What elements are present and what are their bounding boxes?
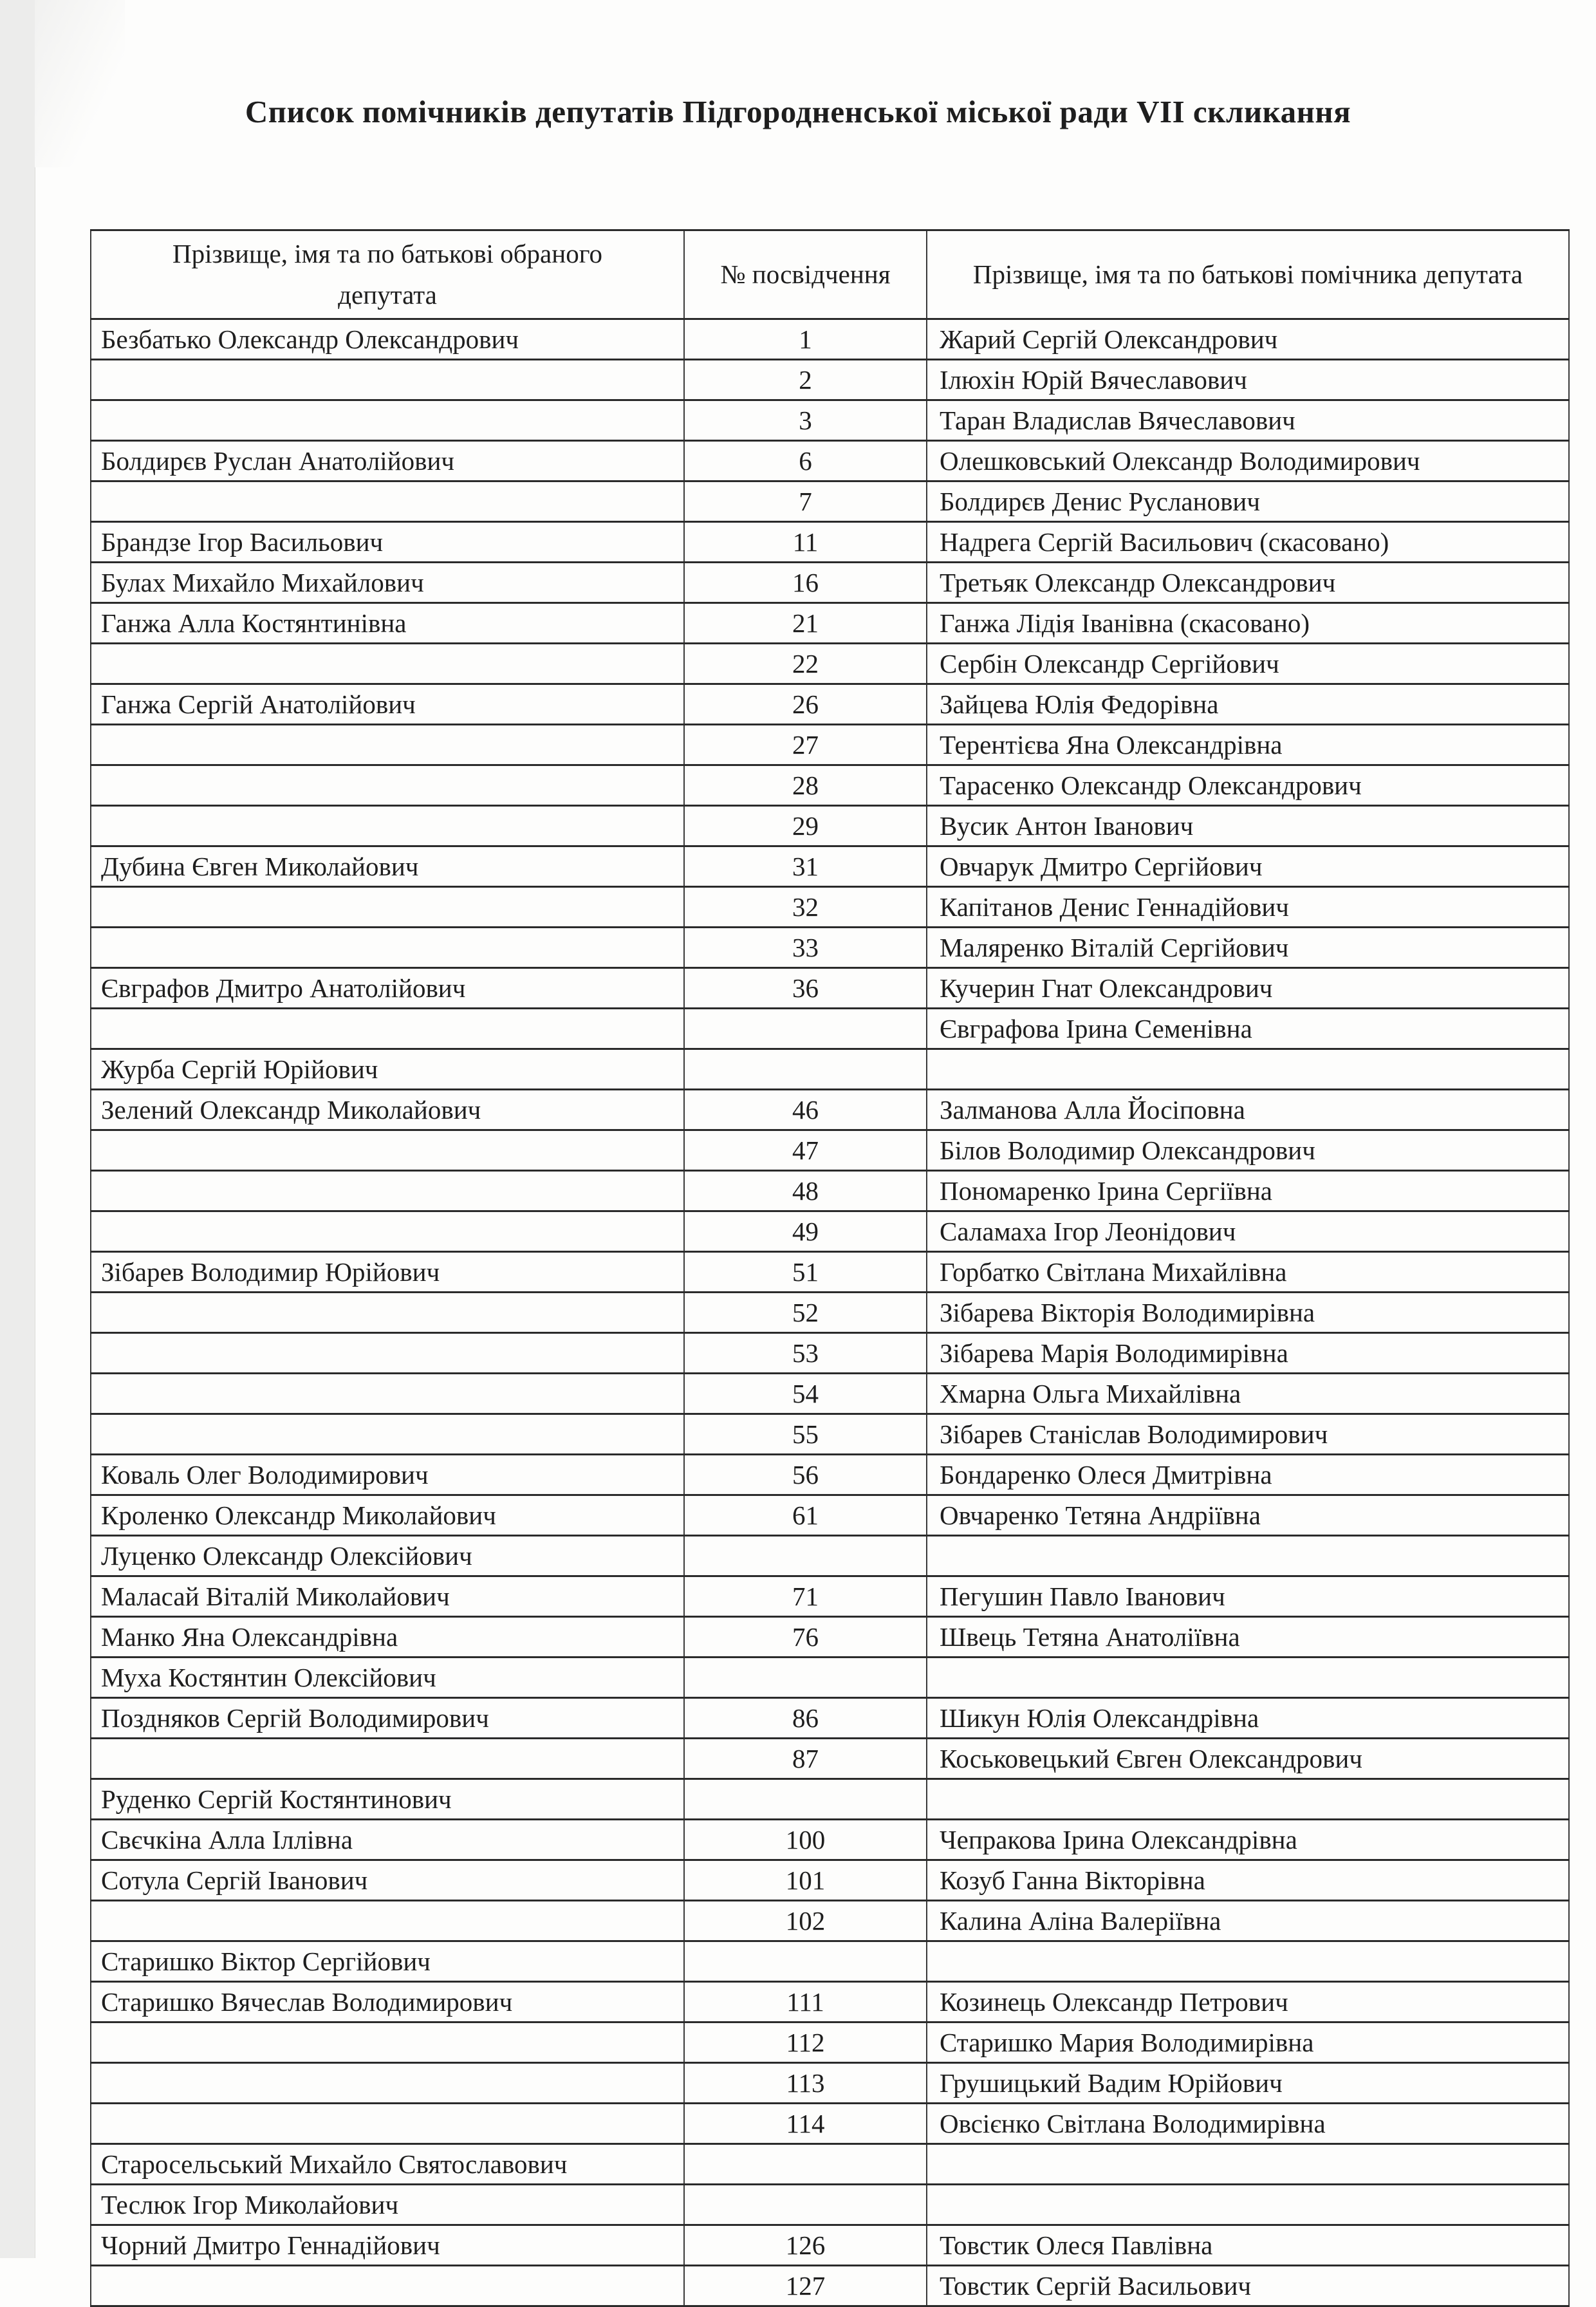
assistant-name-cell: Бондаренко Олеся Дмитрівна	[927, 1455, 1569, 1495]
cert-number-cell	[684, 1779, 927, 1820]
cert-number-cell: 3	[684, 400, 927, 441]
assistant-name-cell: Білов Володимир Олександрович	[927, 1130, 1569, 1171]
table-row	[91, 1860, 1569, 1901]
scan-corner-shade	[35, 0, 125, 167]
cert-number-cell: 102	[684, 1901, 927, 1941]
assistant-name-cell: Пономаренко Ірина Сергіївна	[927, 1171, 1569, 1211]
deputy-name-cell	[91, 2266, 684, 2306]
deputy-name-cell	[91, 1333, 684, 1374]
cert-number-cell: 26	[684, 684, 927, 725]
assistant-name-cell: Таран Владислав Вячеславович	[927, 400, 1569, 441]
assistant-name-cell: Овсієнко Світлана Володимирівна	[927, 2104, 1569, 2144]
table-row	[91, 2225, 1569, 2266]
deputy-name-cell	[91, 1211, 684, 1252]
table-row	[91, 1739, 1569, 1779]
deputy-name-cell	[91, 1171, 684, 1211]
deputy-name-cell: Старишко Вячеслав Володимирович	[91, 1982, 684, 2022]
cert-number-cell	[684, 2185, 927, 2225]
assistant-name-cell: Товстик Олеся Павлівна	[927, 2225, 1569, 2266]
deputy-name-cell	[91, 1130, 684, 1171]
deputy-name-cell: Дубина Євген Миколайович	[91, 846, 684, 887]
table-row	[91, 400, 1569, 441]
table-row	[91, 1090, 1569, 1130]
cert-number-cell	[684, 1536, 927, 1576]
deputy-name-cell: Ганжа Алла Костянтинівна	[91, 603, 684, 644]
table-row	[91, 1252, 1569, 1293]
table-row	[91, 2144, 1569, 2185]
assistant-name-cell: Швець Тетяна Анатоліївна	[927, 1617, 1569, 1658]
table-row	[91, 684, 1569, 725]
cert-number-cell: 29	[684, 806, 927, 846]
cert-number-cell: 51	[684, 1252, 927, 1293]
table-row	[91, 1293, 1569, 1333]
table-row	[91, 1536, 1569, 1576]
deputy-name-cell: Поздняков Сергій Володимирович	[91, 1698, 684, 1739]
cert-number-cell: 1	[684, 319, 927, 360]
deputy-name-cell	[91, 360, 684, 400]
deputy-name-cell: Чорний Дмитро Геннадійович	[91, 2225, 684, 2266]
header-certificate-number: № посвідчення	[684, 230, 927, 319]
deputy-name-cell: Зелений Олександр Миколайович	[91, 1090, 684, 1130]
assistant-name-cell	[927, 2185, 1569, 2225]
assistant-name-cell: Жарий Сергій Олександрович	[927, 319, 1569, 360]
deputy-name-cell	[91, 2104, 684, 2144]
deputy-name-cell: Старишко Віктор Сергійович	[91, 1941, 684, 1982]
assistant-name-cell: Залманова Алла Йосіповна	[927, 1090, 1569, 1130]
table-row	[91, 1617, 1569, 1658]
cert-number-cell: 49	[684, 1211, 927, 1252]
deputy-name-cell	[91, 765, 684, 806]
deputy-name-cell: Луценко Олександр Олексійович	[91, 1536, 684, 1576]
cert-number-cell: 33	[684, 928, 927, 968]
assistant-name-cell: Ілюхін Юрій Вячеславович	[927, 360, 1569, 400]
table-row	[91, 887, 1569, 928]
table-row	[91, 1779, 1569, 1820]
table-row	[91, 765, 1569, 806]
assistant-name-cell: Кучерин Гнат Олександрович	[927, 968, 1569, 1009]
cert-number-cell: 61	[684, 1495, 927, 1536]
assistant-name-cell: Козуб Ганна Вікторівна	[927, 1860, 1569, 1901]
table-row	[91, 1576, 1569, 1617]
table-row	[91, 1414, 1569, 1455]
deputy-name-cell: Ганжа Сергій Анатолійович	[91, 684, 684, 725]
assistant-name-cell: Олешковський Олександр Володимирович	[927, 441, 1569, 481]
table-body	[91, 319, 1569, 2306]
assistant-name-cell: Старишко Мария Володимирівна	[927, 2022, 1569, 2063]
cert-number-cell: 48	[684, 1171, 927, 1211]
cert-number-cell: 32	[684, 887, 927, 928]
table-row	[91, 2185, 1569, 2225]
cert-number-cell: 112	[684, 2022, 927, 2063]
cert-number-cell: 31	[684, 846, 927, 887]
assistant-name-cell: Зібарев Станіслав Володимирович	[927, 1414, 1569, 1455]
cert-number-cell: 54	[684, 1374, 927, 1414]
cert-number-cell: 101	[684, 1860, 927, 1901]
table-row	[91, 846, 1569, 887]
deputy-name-cell	[91, 2063, 684, 2104]
table-row	[91, 1658, 1569, 1698]
table-row	[91, 968, 1569, 1009]
deputy-name-cell	[91, 2022, 684, 2063]
deputy-name-cell: Теслюк Ігор Миколайович	[91, 2185, 684, 2225]
table-row	[91, 563, 1569, 603]
table-row	[91, 1211, 1569, 1252]
assistant-name-cell: Терентієва Яна Олександрівна	[927, 725, 1569, 765]
assistant-name-cell: Горбатко Світлана Михайлівна	[927, 1252, 1569, 1293]
cert-number-cell: 114	[684, 2104, 927, 2144]
table-row	[91, 481, 1569, 522]
assistant-name-cell: Маляренко Віталій Сергійович	[927, 928, 1569, 968]
deputy-name-cell: Коваль Олег Володимирович	[91, 1455, 684, 1495]
assistant-name-cell: Болдирєв Денис Русланович	[927, 481, 1569, 522]
header-deputy-name: Прізвище, імя та по батькові обраного депутата	[91, 230, 684, 319]
cert-number-cell: 76	[684, 1617, 927, 1658]
assistant-name-cell: Зайцева Юлія Федорівна	[927, 684, 1569, 725]
deputy-name-cell: Старосельський Михайло Святославович	[91, 2144, 684, 2185]
deputy-name-cell	[91, 806, 684, 846]
table-row	[91, 644, 1569, 684]
table-row	[91, 522, 1569, 563]
table-header-row	[91, 230, 1569, 319]
assistant-name-cell: Козинець Олександр Петрович	[927, 1982, 1569, 2022]
cert-number-cell: 7	[684, 481, 927, 522]
deputy-name-cell	[91, 1009, 684, 1049]
cert-number-cell: 22	[684, 644, 927, 684]
assistant-name-cell: Овчаренко Тетяна Андріївна	[927, 1495, 1569, 1536]
cert-number-cell	[684, 1049, 927, 1090]
table-row	[91, 2104, 1569, 2144]
deputy-name-cell: Болдирєв Руслан Анатолійович	[91, 441, 684, 481]
cert-number-cell: 87	[684, 1739, 927, 1779]
cert-number-cell: 46	[684, 1090, 927, 1130]
table-row	[91, 928, 1569, 968]
deputy-name-cell: Журба Сергій Юрійович	[91, 1049, 684, 1090]
table-row	[91, 1009, 1569, 1049]
assistant-name-cell: Овчарук Дмитро Сергійович	[927, 846, 1569, 887]
assistant-name-cell: Сербін Олександр Сергійович	[927, 644, 1569, 684]
table-row	[91, 1333, 1569, 1374]
table-row	[91, 1374, 1569, 1414]
assistant-name-cell	[927, 2144, 1569, 2185]
table-row	[91, 1982, 1569, 2022]
assistant-name-cell: Тарасенко Олександр Олександрович	[927, 765, 1569, 806]
deputy-name-cell	[91, 928, 684, 968]
assistant-name-cell	[927, 1779, 1569, 1820]
deputy-name-cell	[91, 481, 684, 522]
cert-number-cell: 21	[684, 603, 927, 644]
deputy-name-cell: Безбатько Олександр Олександрович	[91, 319, 684, 360]
table-row	[91, 1130, 1569, 1171]
assistants-table	[90, 229, 1570, 2307]
assistant-name-cell: Грушицький Вадим Юрійович	[927, 2063, 1569, 2104]
table-row	[91, 1820, 1569, 1860]
table-row	[91, 1901, 1569, 1941]
table-row	[91, 441, 1569, 481]
assistant-name-cell: Капітанов Денис Геннадійович	[927, 887, 1569, 928]
table-row	[91, 2022, 1569, 2063]
deputy-name-cell: Зібарев Володимир Юрійович	[91, 1252, 684, 1293]
assistant-name-cell: Товстик Сергій Васильович	[927, 2266, 1569, 2306]
cert-number-cell: 53	[684, 1333, 927, 1374]
cert-number-cell: 28	[684, 765, 927, 806]
deputy-name-cell: Маласай Віталій Миколайович	[91, 1576, 684, 1617]
deputy-name-cell	[91, 644, 684, 684]
deputy-name-cell	[91, 400, 684, 441]
deputy-name-cell: Муха Костянтин Олексійович	[91, 1658, 684, 1698]
assistant-name-cell: Пегушин Павло Іванович	[927, 1576, 1569, 1617]
cert-number-cell: 2	[684, 360, 927, 400]
table-row	[91, 1698, 1569, 1739]
cert-number-cell: 52	[684, 1293, 927, 1333]
table-row	[91, 1495, 1569, 1536]
cert-number-cell: 111	[684, 1982, 927, 2022]
header-assistant-name: Прізвище, імя та по батькові помічника депутата	[927, 230, 1569, 319]
assistant-name-cell	[927, 1049, 1569, 1090]
cert-number-cell: 100	[684, 1820, 927, 1860]
deputy-name-cell: Булах Михайло Михайлович	[91, 563, 684, 603]
cert-number-cell	[684, 1658, 927, 1698]
table-row	[91, 360, 1569, 400]
table-row	[91, 2266, 1569, 2306]
assistant-name-cell: Третьяк Олександр Олександрович	[927, 563, 1569, 603]
table-row	[91, 1171, 1569, 1211]
deputy-name-cell: Сотула Сергій Іванович	[91, 1860, 684, 1901]
deputy-name-cell: Брандзе Ігор Васильович	[91, 522, 684, 563]
assistant-name-cell: Шикун Юлія Олександрівна	[927, 1698, 1569, 1739]
assistant-name-cell: Саламаха Ігор Леонідович	[927, 1211, 1569, 1252]
assistant-name-cell: Зібарева Вікторія Володимирівна	[927, 1293, 1569, 1333]
cert-number-cell: 113	[684, 2063, 927, 2104]
assistant-name-cell	[927, 1658, 1569, 1698]
assistant-name-cell: Хмарна Ольга Михайлівна	[927, 1374, 1569, 1414]
assistant-name-cell: Коськовецький Євген Олександрович	[927, 1739, 1569, 1779]
cert-number-cell: 127	[684, 2266, 927, 2306]
deputy-name-cell: Кроленко Олександр Миколайович	[91, 1495, 684, 1536]
cert-number-cell: 36	[684, 968, 927, 1009]
assistant-name-cell: Вусик Антон Іванович	[927, 806, 1569, 846]
assistant-name-cell: Євграфова Ірина Семенівна	[927, 1009, 1569, 1049]
table-header	[91, 230, 1569, 319]
cert-number-cell	[684, 2144, 927, 2185]
table-row	[91, 725, 1569, 765]
cert-number-cell: 27	[684, 725, 927, 765]
scan-left-edge	[0, 0, 35, 2258]
cert-number-cell: 11	[684, 522, 927, 563]
deputy-name-cell	[91, 1901, 684, 1941]
assistant-name-cell: Чепракова Ірина Олександрівна	[927, 1820, 1569, 1860]
deputy-name-cell	[91, 1293, 684, 1333]
table-row	[91, 1455, 1569, 1495]
table-row	[91, 2063, 1569, 2104]
assistant-name-cell: Зібарева Марія Володимирівна	[927, 1333, 1569, 1374]
deputy-name-cell	[91, 887, 684, 928]
cert-number-cell: 6	[684, 441, 927, 481]
assistant-name-cell: Ганжа Лідія Іванівна (скасовано)	[927, 603, 1569, 644]
deputy-name-cell: Руденко Сергій Костянтинович	[91, 1779, 684, 1820]
table-row	[91, 603, 1569, 644]
cert-number-cell: 47	[684, 1130, 927, 1171]
deputy-name-cell: Євграфов Дмитро Анатолійович	[91, 968, 684, 1009]
cert-number-cell	[684, 1941, 927, 1982]
table-row	[91, 1049, 1569, 1090]
cert-number-cell: 55	[684, 1414, 927, 1455]
deputy-name-cell	[91, 1414, 684, 1455]
deputy-name-cell	[91, 1739, 684, 1779]
table-row	[91, 1941, 1569, 1982]
deputy-name-cell: Свєчкіна Алла Іллівна	[91, 1820, 684, 1860]
assistant-name-cell	[927, 1941, 1569, 1982]
cert-number-cell: 126	[684, 2225, 927, 2266]
deputy-name-cell	[91, 725, 684, 765]
table-row	[91, 806, 1569, 846]
cert-number-cell: 56	[684, 1455, 927, 1495]
deputy-name-cell: Манко Яна Олександрівна	[91, 1617, 684, 1658]
assistant-name-cell: Надрега Сергій Васильович (скасовано)	[927, 522, 1569, 563]
page-title: Список помічників депутатів Підгородненської міської ради VII скликання	[245, 93, 1351, 129]
assistant-name-cell	[927, 1536, 1569, 1576]
cert-number-cell: 71	[684, 1576, 927, 1617]
table-row	[91, 319, 1569, 360]
deputy-name-cell	[91, 1374, 684, 1414]
cert-number-cell: 86	[684, 1698, 927, 1739]
cert-number-cell: 16	[684, 563, 927, 603]
assistant-name-cell: Калина Аліна Валеріївна	[927, 1901, 1569, 1941]
cert-number-cell	[684, 1009, 927, 1049]
